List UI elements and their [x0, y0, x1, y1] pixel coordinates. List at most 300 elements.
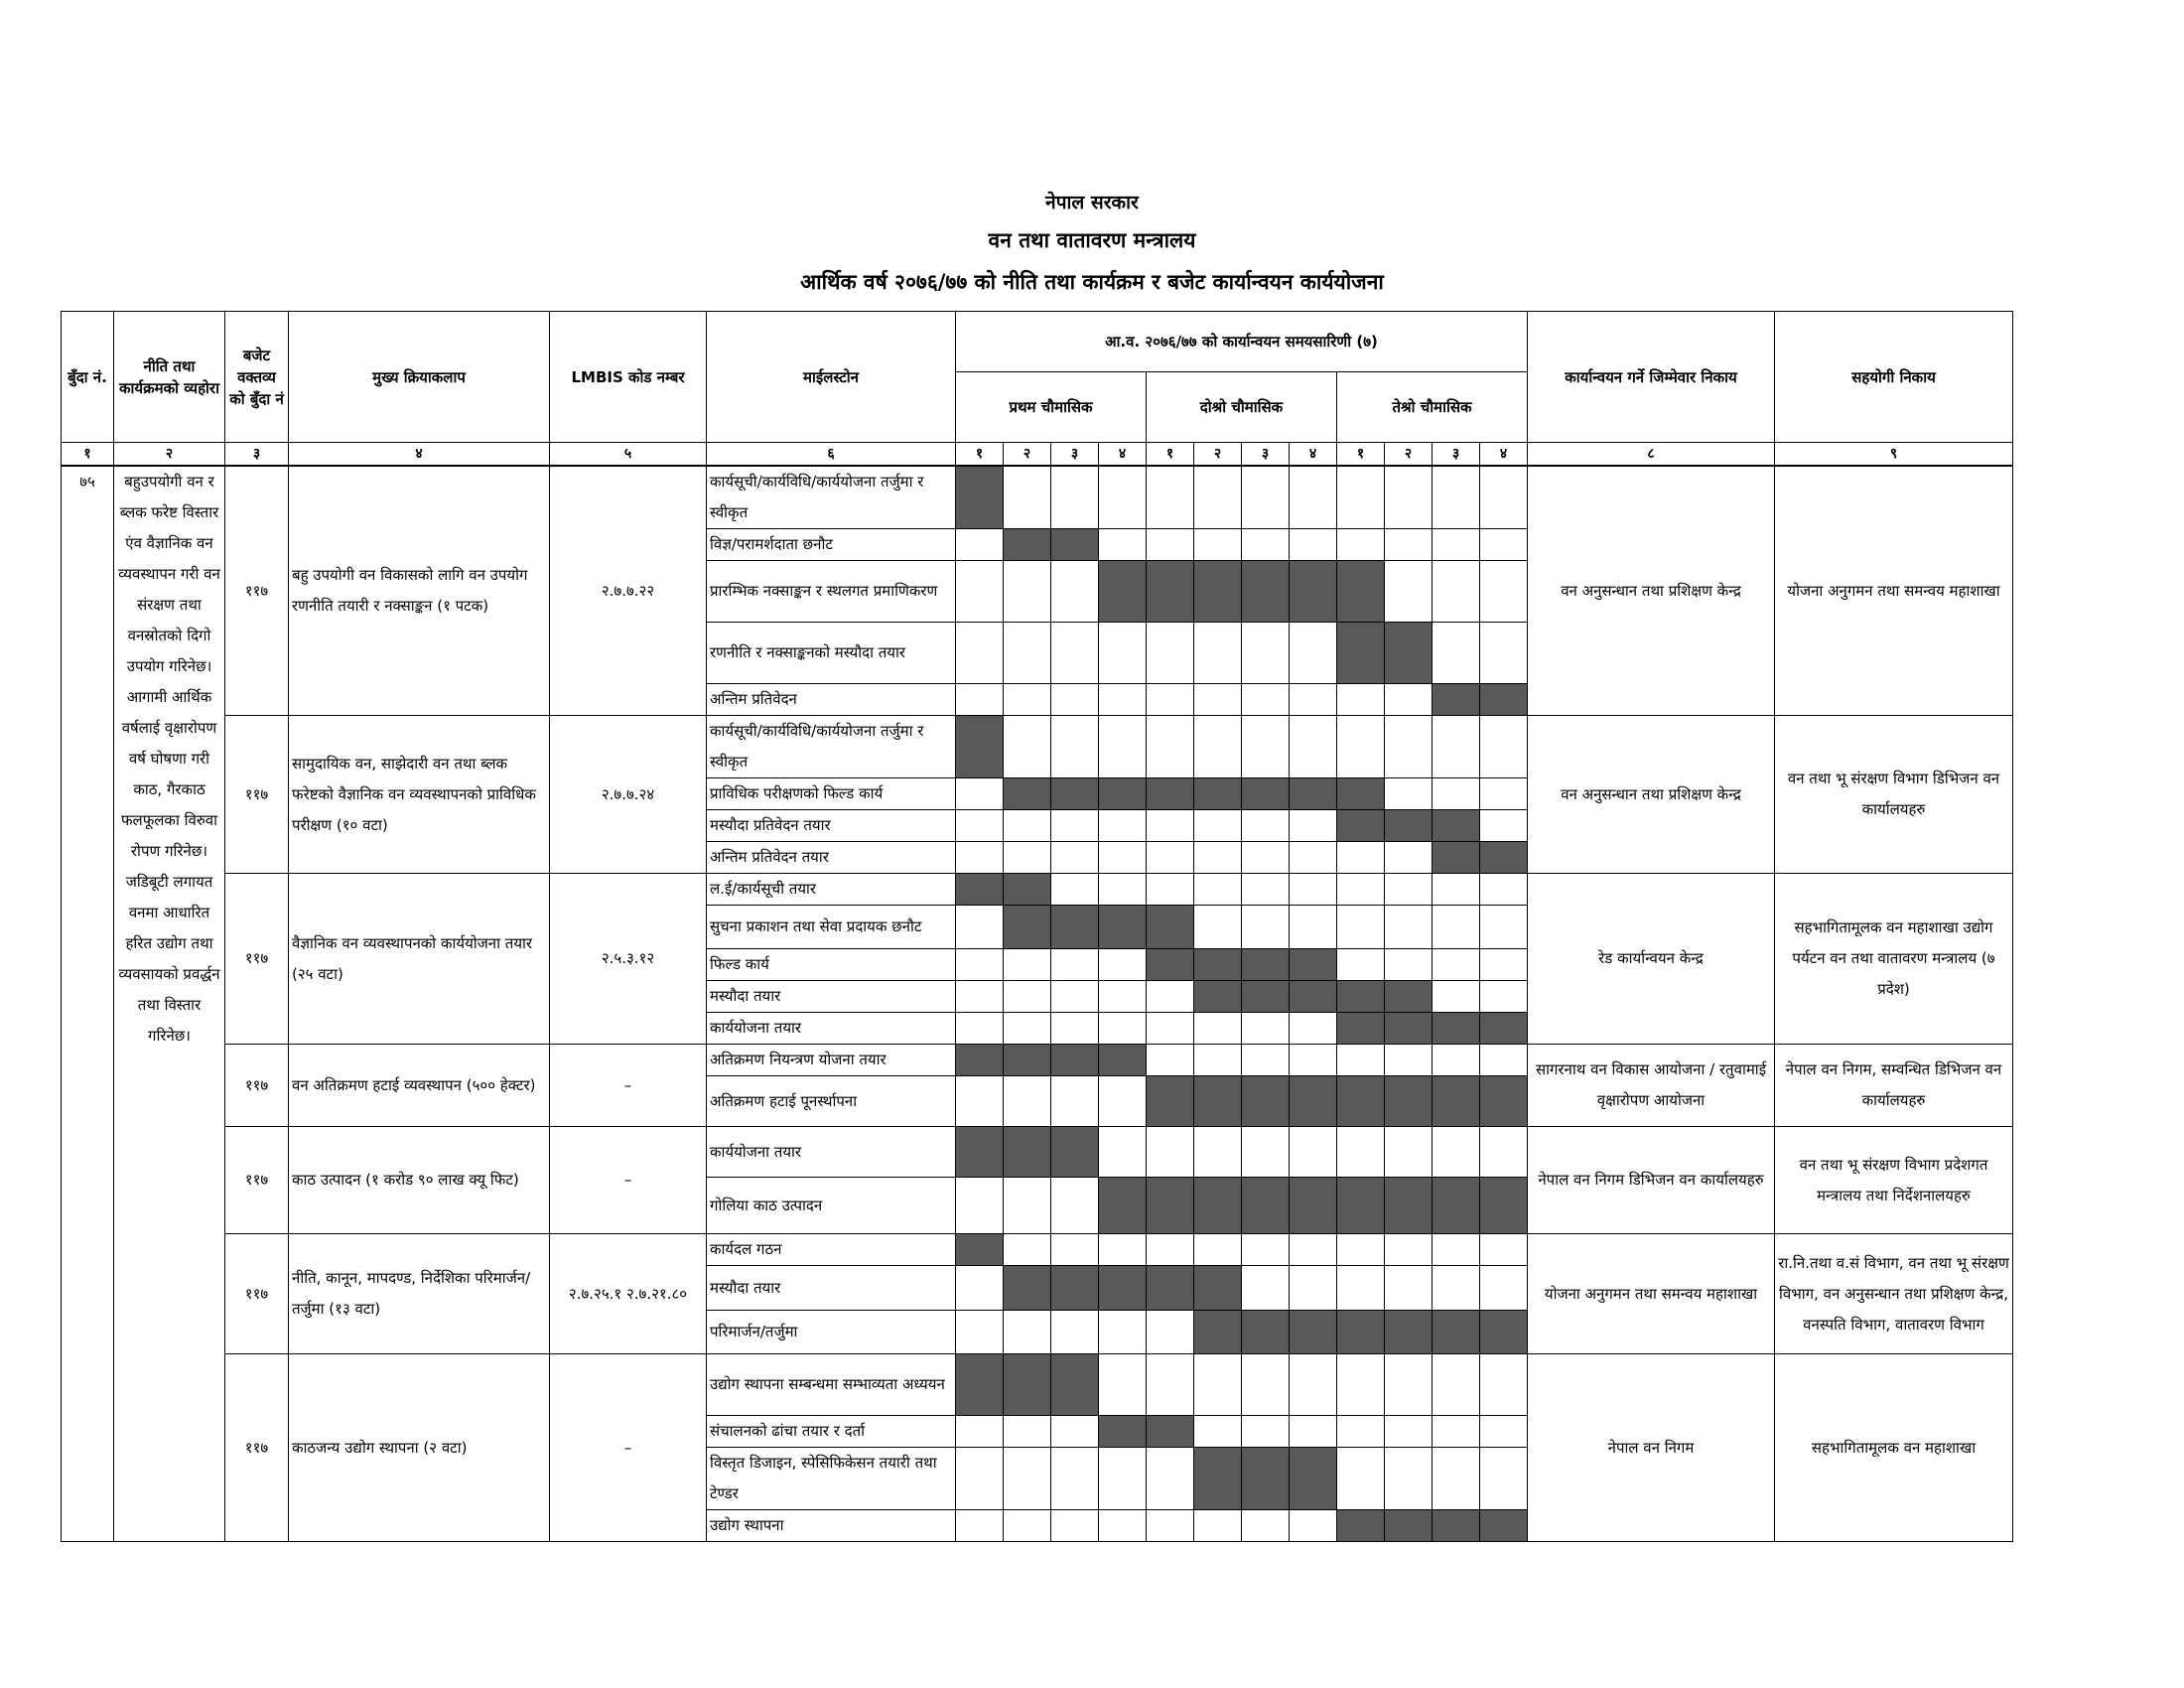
- schedule-cell: [1051, 1013, 1099, 1045]
- schedule-cell-active: [1004, 1354, 1051, 1416]
- schedule-cell: [1242, 1127, 1290, 1178]
- schedule-cell: [1385, 684, 1433, 716]
- schedule-cell-active: [1147, 1178, 1194, 1234]
- schedule-cell: [1194, 1510, 1242, 1542]
- schedule-cell: [1099, 810, 1147, 842]
- schedule-cell-active: [1290, 1311, 1337, 1354]
- schedule-cell: [1004, 842, 1051, 874]
- column-number: ४: [1099, 443, 1147, 467]
- schedule-cell: [956, 623, 1004, 684]
- schedule-cell: [1290, 529, 1337, 561]
- schedule-cell: [1099, 1076, 1147, 1127]
- schedule-cell: [1147, 981, 1194, 1013]
- milestone-text: प्रारम्भिक नक्साङ्कन र स्थलगत प्रमाणिकरण: [707, 561, 956, 623]
- column-number: २: [1004, 443, 1051, 467]
- lmbis-code: २.७.७.२२: [550, 466, 707, 716]
- schedule-cell-active: [1242, 561, 1290, 623]
- schedule-cell-active: [1337, 1178, 1385, 1234]
- schedule-cell: [1051, 949, 1099, 981]
- schedule-cell-active: [1385, 1510, 1433, 1542]
- col-header-lmbis: LMBIS कोड नम्बर: [550, 312, 707, 443]
- budget-point: ११७: [225, 466, 289, 716]
- schedule-cell: [1147, 842, 1194, 874]
- column-number: २: [1194, 443, 1242, 467]
- schedule-cell: [1433, 561, 1480, 623]
- schedule-cell: [1147, 716, 1194, 778]
- responsible-agency: सागरनाथ वन विकास आयोजना / रतुवामाई वृक्षारोपण आयोजना: [1528, 1045, 1775, 1127]
- schedule-cell-active: [1099, 1045, 1147, 1076]
- schedule-cell-active: [1433, 1013, 1480, 1045]
- milestone-text: उद्योग स्थापना: [707, 1510, 956, 1542]
- schedule-cell: [1385, 906, 1433, 949]
- support-agency: नेपाल वन निगम, सम्वन्धित डिभिजन वन कार्यालयहरु: [1775, 1045, 2013, 1127]
- schedule-cell-active: [1290, 1178, 1337, 1234]
- schedule-cell: [1337, 1234, 1385, 1266]
- milestone-text: अन्तिम प्रतिवेदन तयार: [707, 842, 956, 874]
- schedule-cell: [1242, 1045, 1290, 1076]
- column-number: ६: [707, 443, 956, 467]
- budget-point: ११७: [225, 716, 289, 874]
- schedule-cell-active: [1337, 981, 1385, 1013]
- schedule-cell: [1242, 842, 1290, 874]
- schedule-cell: [1147, 1510, 1194, 1542]
- schedule-cell: [1099, 1234, 1147, 1266]
- schedule-cell-active: [1290, 1076, 1337, 1127]
- schedule-cell-active: [1194, 981, 1242, 1013]
- schedule-cell: [1004, 623, 1051, 684]
- schedule-cell: [1051, 1510, 1099, 1542]
- column-number-row: [62, 443, 2013, 467]
- milestone-text: मस्यौदा तयार: [707, 981, 956, 1013]
- schedule-cell-active: [1480, 1311, 1528, 1354]
- lmbis-code: –: [550, 1127, 707, 1234]
- schedule-cell: [1004, 981, 1051, 1013]
- schedule-cell: [1194, 529, 1242, 561]
- schedule-cell: [1480, 529, 1528, 561]
- milestone-text: ल.ई/कार्यसूची तयार: [707, 874, 956, 906]
- schedule-cell: [1004, 1416, 1051, 1448]
- milestone-row: [62, 874, 2013, 906]
- schedule-cell: [1290, 684, 1337, 716]
- col-header-support: सहयोगी निकाय: [1775, 312, 2013, 443]
- budget-point: ११७: [225, 1234, 289, 1354]
- schedule-cell-active: [1242, 981, 1290, 1013]
- schedule-cell: [1433, 716, 1480, 778]
- milestone-text: सुचना प्रकाशन तथा सेवा प्रदायक छनौट: [707, 906, 956, 949]
- schedule-cell: [1099, 1013, 1147, 1045]
- schedule-cell: [1051, 874, 1099, 906]
- lmbis-code: –: [550, 1354, 707, 1542]
- schedule-cell: [1242, 1354, 1290, 1416]
- schedule-cell: [1147, 1354, 1194, 1416]
- schedule-cell-active: [1147, 906, 1194, 949]
- column-number: ४: [1290, 443, 1337, 467]
- schedule-cell: [1194, 1234, 1242, 1266]
- milestone-row: [62, 1045, 2013, 1076]
- schedule-cell: [1242, 1416, 1290, 1448]
- responsible-agency: नेपाल वन निगम डिभिजन वन कार्यालयहरु: [1528, 1127, 1775, 1234]
- schedule-cell: [1147, 684, 1194, 716]
- lmbis-code: २.७.२५.१ २.७.२१.८०: [550, 1234, 707, 1354]
- milestone-row: [62, 1127, 2013, 1178]
- schedule-cell: [956, 810, 1004, 842]
- schedule-cell: [1004, 1013, 1051, 1045]
- header-government: नेपाल सरकार: [1045, 192, 1139, 213]
- schedule-cell: [1242, 466, 1290, 529]
- schedule-cell-active: [1242, 1448, 1290, 1510]
- schedule-cell: [1433, 949, 1480, 981]
- schedule-cell: [1290, 466, 1337, 529]
- schedule-cell: [1337, 716, 1385, 778]
- schedule-cell-active: [956, 466, 1004, 529]
- schedule-cell: [1290, 1510, 1337, 1542]
- schedule-cell: [1194, 906, 1242, 949]
- schedule-cell: [1337, 874, 1385, 906]
- schedule-cell: [1480, 778, 1528, 810]
- schedule-cell: [1337, 1354, 1385, 1416]
- schedule-cell: [1480, 874, 1528, 906]
- schedule-cell: [1194, 623, 1242, 684]
- schedule-cell-active: [1433, 1510, 1480, 1542]
- column-number: ३: [1433, 443, 1480, 467]
- schedule-cell-active: [1480, 1178, 1528, 1234]
- schedule-cell-active: [1385, 1076, 1433, 1127]
- col-header-activity: मुख्य क्रियाकलाप: [289, 312, 550, 443]
- schedule-cell-active: [1290, 561, 1337, 623]
- milestone-text: उद्योग स्थापना सम्बन्धमा सम्भाव्यता अध्ययन: [707, 1354, 956, 1416]
- schedule-cell-active: [1480, 1076, 1528, 1127]
- schedule-cell: [1385, 716, 1433, 778]
- schedule-cell: [1433, 529, 1480, 561]
- schedule-cell-active: [1433, 684, 1480, 716]
- schedule-cell: [1433, 1127, 1480, 1178]
- schedule-cell: [1433, 906, 1480, 949]
- schedule-cell: [1051, 981, 1099, 1013]
- schedule-cell-active: [1433, 1178, 1480, 1234]
- schedule-cell: [1194, 874, 1242, 906]
- schedule-cell: [956, 1448, 1004, 1510]
- schedule-cell: [1147, 1311, 1194, 1354]
- schedule-cell-active: [1194, 1178, 1242, 1234]
- schedule-cell: [1480, 1266, 1528, 1311]
- support-agency: सहभागितामूलक वन महाशाखा: [1775, 1354, 2013, 1542]
- schedule-cell: [1051, 466, 1099, 529]
- milestone-text: मस्यौदा प्रतिवेदन तयार: [707, 810, 956, 842]
- budget-point: ११७: [225, 1354, 289, 1542]
- schedule-cell-active: [1480, 842, 1528, 874]
- schedule-cell: [1004, 466, 1051, 529]
- schedule-cell-active: [1194, 1076, 1242, 1127]
- schedule-cell: [1433, 981, 1480, 1013]
- schedule-cell-active: [1480, 684, 1528, 716]
- col-header-budget: बजेट वक्तव्य को बुँदा नं: [225, 312, 289, 443]
- schedule-cell-active: [1099, 561, 1147, 623]
- support-agency: वन तथा भू संरक्षण विभाग डिभिजन वन कार्यालयहरु: [1775, 716, 2013, 874]
- support-agency: रा.नि.तथा व.सं विभाग, वन तथा भू संरक्षण विभाग, वन अनुसन्धान तथा प्रशिक्षण केन्द्र, वनस्पति विभाग, वातावरण विभाग: [1775, 1234, 2013, 1354]
- milestone-row: [62, 1234, 2013, 1266]
- responsible-agency: वन अनुसन्धान तथा प्रशिक्षण केन्द्र: [1528, 466, 1775, 716]
- schedule-cell: [1099, 1127, 1147, 1178]
- schedule-cell-active: [1004, 906, 1051, 949]
- schedule-cell: [1242, 1510, 1290, 1542]
- schedule-cell: [1099, 842, 1147, 874]
- schedule-cell: [1004, 1510, 1051, 1542]
- schedule-cell: [1480, 716, 1528, 778]
- schedule-cell: [1337, 466, 1385, 529]
- column-number: ३: [1051, 443, 1099, 467]
- schedule-cell: [1147, 529, 1194, 561]
- activity-text: वैज्ञानिक वन व्यवस्थापनको कार्ययोजना तयार (२५ वटा): [289, 874, 550, 1045]
- schedule-cell-active: [1147, 1266, 1194, 1311]
- schedule-cell: [1290, 1266, 1337, 1311]
- schedule-cell-active: [1051, 1266, 1099, 1311]
- column-number: १: [1147, 443, 1194, 467]
- schedule-cell: [1385, 1127, 1433, 1178]
- schedule-cell-active: [1004, 1266, 1051, 1311]
- schedule-cell: [1290, 716, 1337, 778]
- schedule-cell: [1480, 1354, 1528, 1416]
- column-number: ९: [1775, 443, 2013, 467]
- schedule-cell-active: [1147, 1416, 1194, 1448]
- milestone-text: कार्ययोजना तयार: [707, 1127, 956, 1178]
- schedule-cell-active: [1337, 1510, 1385, 1542]
- schedule-cell: [1194, 1013, 1242, 1045]
- schedule-cell-active: [1290, 949, 1337, 981]
- schedule-cell: [1147, 466, 1194, 529]
- schedule-cell: [956, 1013, 1004, 1045]
- schedule-cell: [1242, 1266, 1290, 1311]
- col-header-bunda: बुँदा नं.: [62, 312, 114, 443]
- schedule-cell-active: [1051, 529, 1099, 561]
- schedule-cell: [1004, 949, 1051, 981]
- schedule-cell: [1433, 1266, 1480, 1311]
- support-agency: वन तथा भू संरक्षण विभाग प्रदेशगत मन्त्रालय तथा निर्देशनालयहरु: [1775, 1127, 2013, 1234]
- schedule-cell: [1099, 623, 1147, 684]
- activity-text: नीति, कानून, मापदण्ड, निर्देशिका परिमार्जन/तर्जुमा (१३ वटा): [289, 1234, 550, 1354]
- schedule-cell-active: [1099, 1416, 1147, 1448]
- milestone-text: विस्तृत डिजाइन, स्पेसिफिकेसन तयारी तथा टेण्डर: [707, 1448, 956, 1510]
- schedule-cell: [1433, 466, 1480, 529]
- milestone-text: संचालनको ढांचा तयार र दर्ता: [707, 1416, 956, 1448]
- column-number: ४: [1480, 443, 1528, 467]
- schedule-cell-active: [1194, 1266, 1242, 1311]
- schedule-cell-active: [1242, 1076, 1290, 1127]
- milestone-text: अतिक्रमण नियन्त्रण योजना तयार: [707, 1045, 956, 1076]
- schedule-cell-active: [1242, 949, 1290, 981]
- schedule-cell: [1242, 716, 1290, 778]
- schedule-cell: [1385, 1448, 1433, 1510]
- schedule-cell-active: [1385, 1013, 1433, 1045]
- schedule-cell-active: [1385, 1311, 1433, 1354]
- schedule-cell: [1480, 1416, 1528, 1448]
- schedule-cell: [1385, 1234, 1433, 1266]
- column-number: १: [62, 443, 114, 467]
- action-plan-table: [61, 311, 2013, 1542]
- schedule-cell: [1004, 1178, 1051, 1234]
- schedule-cell: [1051, 623, 1099, 684]
- schedule-cell-active: [1242, 1178, 1290, 1234]
- schedule-cell: [1290, 842, 1337, 874]
- schedule-cell: [956, 1178, 1004, 1234]
- schedule-cell: [1337, 1127, 1385, 1178]
- schedule-cell: [1004, 810, 1051, 842]
- schedule-cell: [1194, 466, 1242, 529]
- schedule-cell: [1051, 561, 1099, 623]
- support-agency: योजना अनुगमन तथा समन्वय महाशाखा: [1775, 466, 2013, 716]
- schedule-cell: [1433, 1234, 1480, 1266]
- schedule-cell: [1433, 1045, 1480, 1076]
- milestone-text: अन्तिम प्रतिवेदन: [707, 684, 956, 716]
- milestone-text: परिमार्जन/तर्जुमा: [707, 1311, 956, 1354]
- schedule-cell-active: [1194, 778, 1242, 810]
- support-agency: सहभागितामूलक वन महाशाखा उद्योग पर्यटन वन तथा वातावरण मन्त्रालय (७ प्रदेश): [1775, 874, 2013, 1045]
- schedule-cell-active: [1433, 842, 1480, 874]
- schedule-cell: [1099, 1510, 1147, 1542]
- schedule-cell: [1147, 1448, 1194, 1510]
- milestone-text: कार्यसूची/कार्यविधि/कार्ययोजना तर्जुमा र स्वीकृत: [707, 466, 956, 529]
- schedule-cell-active: [1290, 981, 1337, 1013]
- schedule-cell-active: [956, 1045, 1004, 1076]
- schedule-cell: [1337, 1266, 1385, 1311]
- schedule-cell: [956, 561, 1004, 623]
- schedule-cell: [956, 1416, 1004, 1448]
- schedule-cell-active: [1099, 906, 1147, 949]
- schedule-cell-active: [1194, 949, 1242, 981]
- schedule-cell: [1290, 1354, 1337, 1416]
- schedule-cell-active: [1385, 981, 1433, 1013]
- schedule-cell: [1385, 1416, 1433, 1448]
- schedule-cell: [1051, 1178, 1099, 1234]
- schedule-cell: [1480, 906, 1528, 949]
- schedule-cell-active: [1337, 1076, 1385, 1127]
- schedule-cell-active: [1337, 810, 1385, 842]
- schedule-cell-active: [1194, 561, 1242, 623]
- schedule-cell-active: [1099, 1178, 1147, 1234]
- schedule-cell-active: [1290, 778, 1337, 810]
- schedule-cell: [1194, 1045, 1242, 1076]
- schedule-cell: [1433, 874, 1480, 906]
- schedule-cell-active: [1051, 1354, 1099, 1416]
- schedule-cell: [1051, 1311, 1099, 1354]
- schedule-cell: [1194, 716, 1242, 778]
- schedule-cell: [1051, 1448, 1099, 1510]
- schedule-cell: [1480, 561, 1528, 623]
- schedule-cell-active: [1290, 1448, 1337, 1510]
- schedule-cell-active: [956, 716, 1004, 778]
- schedule-cell: [1099, 1354, 1147, 1416]
- schedule-cell: [956, 1510, 1004, 1542]
- schedule-cell-active: [1147, 778, 1194, 810]
- schedule-cell: [1004, 684, 1051, 716]
- schedule-cell: [1242, 684, 1290, 716]
- responsible-agency: नेपाल वन निगम: [1528, 1354, 1775, 1542]
- schedule-cell: [1480, 810, 1528, 842]
- schedule-cell: [1242, 623, 1290, 684]
- schedule-cell: [1242, 1234, 1290, 1266]
- schedule-cell: [1385, 874, 1433, 906]
- header-ministry: वन तथा वातावरण मन्त्रालय: [988, 228, 1196, 252]
- schedule-cell: [1385, 1354, 1433, 1416]
- schedule-cell: [1194, 1127, 1242, 1178]
- schedule-cell: [1337, 1416, 1385, 1448]
- schedule-cell: [1337, 842, 1385, 874]
- schedule-cell-active: [1337, 561, 1385, 623]
- schedule-cell: [956, 906, 1004, 949]
- schedule-cell: [1004, 716, 1051, 778]
- milestone-text: रणनीति र नक्साङ्कनको मस्यौदा तयार: [707, 623, 956, 684]
- schedule-cell: [956, 684, 1004, 716]
- column-number: २: [1385, 443, 1433, 467]
- policy-bunda: ७५: [62, 466, 114, 1542]
- schedule-cell: [1194, 684, 1242, 716]
- schedule-cell-active: [1480, 1510, 1528, 1542]
- schedule-cell: [1194, 842, 1242, 874]
- schedule-cell-active: [1433, 810, 1480, 842]
- schedule-cell: [1051, 810, 1099, 842]
- schedule-cell: [1051, 842, 1099, 874]
- col-header-q3: तेश्रो चौमासिक: [1337, 372, 1528, 443]
- responsible-agency: वन अनुसन्धान तथा प्रशिक्षण केन्द्र: [1528, 716, 1775, 874]
- schedule-cell: [1147, 810, 1194, 842]
- milestone-text: मस्यौदा तयार: [707, 1266, 956, 1311]
- schedule-cell: [1004, 1448, 1051, 1510]
- schedule-cell: [1242, 906, 1290, 949]
- schedule-cell: [1147, 1127, 1194, 1178]
- column-number: ३: [1242, 443, 1290, 467]
- schedule-cell: [1480, 466, 1528, 529]
- schedule-cell-active: [1147, 561, 1194, 623]
- schedule-cell: [1385, 778, 1433, 810]
- schedule-cell: [956, 529, 1004, 561]
- budget-point: ११७: [225, 874, 289, 1045]
- schedule-cell: [1242, 529, 1290, 561]
- schedule-cell-active: [1337, 1311, 1385, 1354]
- schedule-cell: [1099, 1311, 1147, 1354]
- schedule-cell: [1242, 1013, 1290, 1045]
- schedule-cell: [1433, 778, 1480, 810]
- schedule-cell: [956, 981, 1004, 1013]
- schedule-cell-active: [1194, 1311, 1242, 1354]
- budget-point: ११७: [225, 1127, 289, 1234]
- schedule-cell: [1337, 1045, 1385, 1076]
- schedule-cell: [1099, 529, 1147, 561]
- schedule-cell: [1385, 466, 1433, 529]
- schedule-cell: [956, 1076, 1004, 1127]
- schedule-cell: [1147, 623, 1194, 684]
- schedule-cell-active: [1337, 778, 1385, 810]
- schedule-cell: [1051, 1416, 1099, 1448]
- schedule-cell-active: [956, 874, 1004, 906]
- schedule-cell: [1242, 810, 1290, 842]
- schedule-cell: [1337, 1448, 1385, 1510]
- schedule-cell-active: [1004, 874, 1051, 906]
- schedule-cell: [1290, 1234, 1337, 1266]
- schedule-cell: [956, 778, 1004, 810]
- schedule-cell: [1099, 981, 1147, 1013]
- schedule-cell: [956, 1266, 1004, 1311]
- schedule-cell: [1099, 1448, 1147, 1510]
- activity-text: काठजन्य उद्योग स्थापना (२ वटा): [289, 1354, 550, 1542]
- lmbis-code: २.५.३.१२: [550, 874, 707, 1045]
- col-header-schedule: आ.व. २०७६/७७ को कार्यान्वयन समयसारिणी (७): [956, 312, 1528, 372]
- schedule-cell: [1290, 1013, 1337, 1045]
- schedule-cell-active: [1385, 810, 1433, 842]
- schedule-cell: [1337, 949, 1385, 981]
- schedule-cell: [1147, 1013, 1194, 1045]
- schedule-cell: [1194, 1354, 1242, 1416]
- column-number: २: [114, 443, 225, 467]
- schedule-cell: [1051, 1076, 1099, 1127]
